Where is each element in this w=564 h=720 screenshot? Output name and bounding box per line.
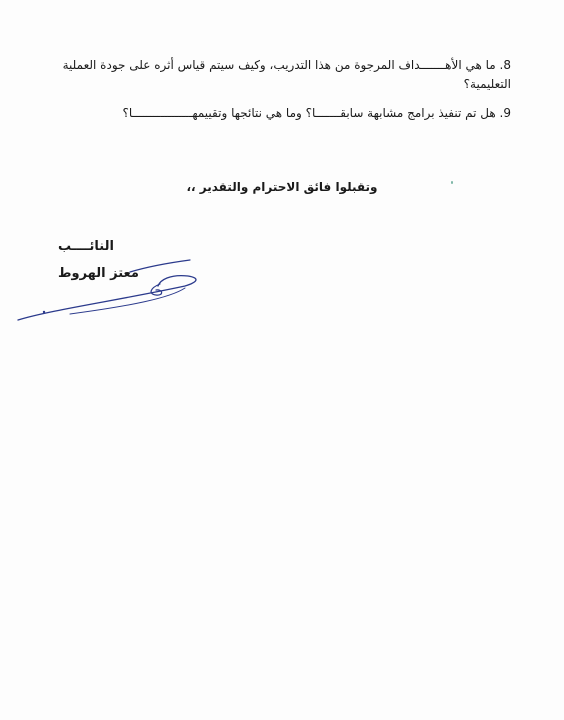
signatory-title: النائــــب: [58, 239, 114, 254]
handwritten-signature: [10, 248, 210, 328]
question-8-text: ما هي الأهـــــــداف المرجوة من هذا التدريب، وكيف سيتم قياس أثره على جودة العملية التعليمية؟: [62, 58, 511, 91]
question-9: [41, 104, 511, 123]
signatory-name: معتز الهروط: [58, 266, 139, 281]
question-9-number: 9.: [499, 106, 511, 120]
question-8: [41, 56, 511, 94]
question-8-number: 8.: [499, 58, 511, 72]
closing-line: وتقبلوا فائق الاحترام والتقدير ،،: [186, 180, 378, 194]
question-9-text: هل تم تنفيذ برامج مشابهة سابقـــــــا؟ وما هي نتائجها وتقييمهـــــــــــــــــا؟: [122, 106, 496, 120]
